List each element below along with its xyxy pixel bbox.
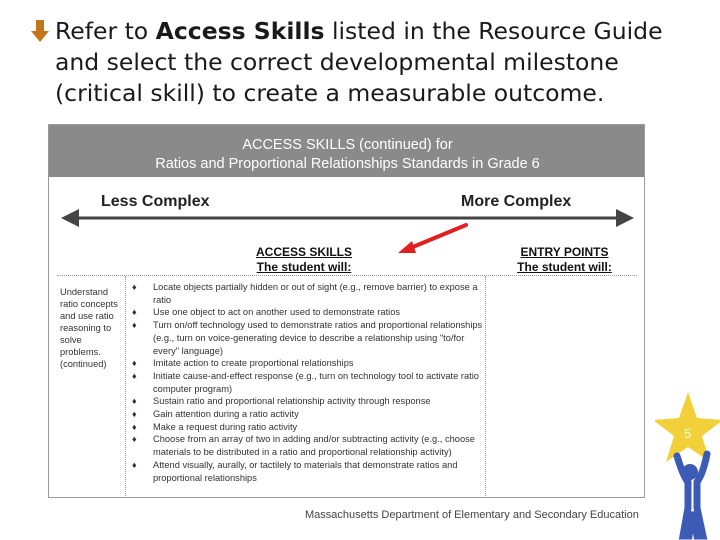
skills-list [129,281,484,484]
list-item: ♦ Locate objects partially hidden or out of sight (e.g., remove barrier) to expose a ratio [132,282,478,305]
red-pointer-arrow-icon [394,219,474,259]
panel-title-line-2: Ratios and Proportional Relationships Standards in Grade 6 [155,156,540,172]
footer-text: Massachusetts Department of Elementary and Secondary Education [305,509,639,521]
star-person-icon [655,390,720,540]
entry-points-header: ENTRY POINTS The student will: [517,245,612,274]
column-divider [125,276,126,496]
access-skills-panel [48,124,645,498]
list-item: ♦ Sustain ratio and proportional relationship activity through response [132,396,431,407]
panel-title-line-1: ACCESS SKILLS (continued) for [242,137,453,153]
skills-table [57,275,637,495]
bullet-icon: ♦ [132,434,137,445]
bullet-icon: ♦ [132,370,137,381]
list-item: ♦ Gain attention during a ratio activity [132,409,299,420]
bullet-icon: ♦ [132,282,137,292]
bullet-icon: ♦ [132,358,137,369]
bullet-icon: ♦ [132,421,137,432]
complexity-scale [49,181,645,231]
list-item: ♦ Use one object to act on another used to demonstrate ratios [132,307,401,318]
slide-heading: Refer to Access Skills listed in the Resource Guide and select the correct developmental milestone (critical skill) to create a measurable outcome. [55,17,663,107]
list-item: ♦ Attend visually, aurally, or tactilely to materials that demonstrate ratios and proportional relationships [132,459,458,483]
bullet-icon: ♦ [132,409,137,420]
list-item: ♦ Initiate cause-and-effect response (e.g., turn on technology tool to activate ratio computer program) [132,370,479,394]
bullet-icon: ♦ [132,396,137,407]
less-complex-label: Less Complex [101,193,210,210]
bullet-icon: ♦ [132,320,137,331]
list-item: ♦ Make a request during ratio activity [132,421,298,432]
page-number: 5 [684,426,692,441]
list-item: ♦ Imitate action to create proportional relationships [132,358,354,369]
column-divider [485,276,486,496]
standard-note: Understand ratio concepts and use ratio reasoning to solve problems. (continued) [60,287,118,369]
list-item: ♦ Turn on/off technology used to demonstrate ratios and proportional relationships (e.g., turn on voice-generating device to describe a relationship using "to/for every" language) [132,320,483,356]
bullet-icon: ♦ [132,459,137,470]
down-arrow-icon [30,19,50,43]
access-skills-header: ACCESS SKILLS The student will: [255,245,352,274]
panel-title [49,125,645,177]
more-complex-label: More Complex [461,193,572,210]
list-item: ♦ Choose from an array of two in adding and/or subtracting activity (e.g., choose materials to be distributed in a ratio and proportional relationship activity) [132,434,475,458]
bullet-icon: ♦ [132,307,137,318]
heading-emphasis: Access Skills [155,17,325,45]
